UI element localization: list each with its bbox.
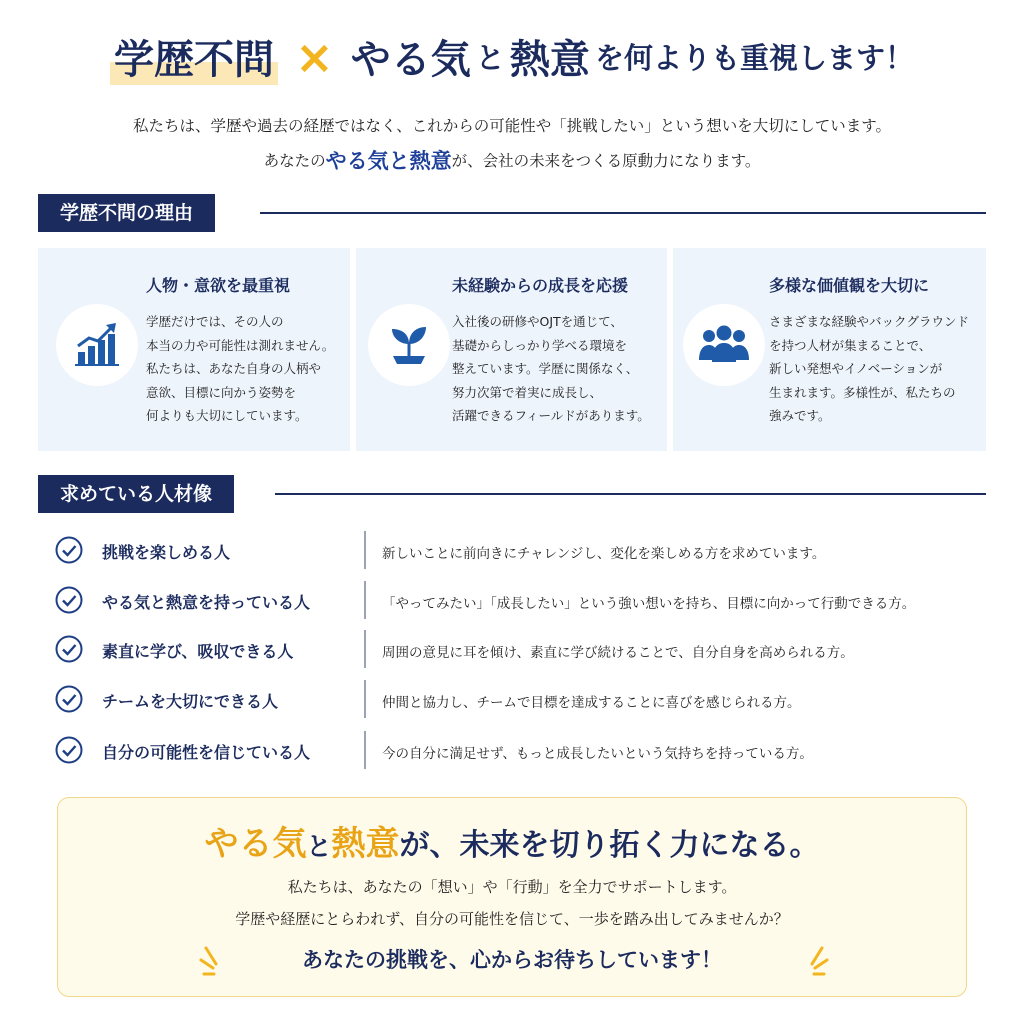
growth-chart-icon <box>72 320 122 370</box>
closing-word-yaruki: やる気 <box>204 824 307 864</box>
trait-name: 自分の可能性を信じている人 <box>102 743 311 762</box>
closing-final-message: あなたの挑戦を、心からお待ちしています！ <box>302 948 722 972</box>
intro-line-2 <box>0 145 1024 175</box>
people-group-icon <box>696 320 752 370</box>
hero-part-to: と <box>475 41 505 75</box>
closing-word-netsui: 熱意 <box>331 824 400 864</box>
reason-line: 基礎からしっかり学べる環境を <box>452 337 628 353</box>
reason-card <box>356 248 667 451</box>
reason-line: 私たちは、あなた自身の人柄や <box>146 361 322 376</box>
reason-line: 整えています。学歴に関係なく、 <box>452 361 639 376</box>
reason-line: 入社後の研修やOJTを通じて、 <box>452 314 623 329</box>
intro-line-2-before: あなたの <box>263 152 326 170</box>
trait-separator <box>364 630 366 668</box>
intro-emphasis: やる気と熱意 <box>325 149 452 173</box>
section-title-ideal-person: 求めている人材像 <box>38 475 234 513</box>
reason-line: 生まれます。多様性が、私たちの <box>769 384 956 400</box>
reason-body <box>146 310 334 428</box>
check-circle-icon <box>54 634 84 664</box>
trait-separator <box>364 680 366 718</box>
closing-headline <box>58 816 966 865</box>
check-circle-icon <box>54 735 84 765</box>
section-title-reasons: 学歴不問の理由 <box>38 194 215 232</box>
trait-name: やる気と熱意を持っている人 <box>102 593 311 612</box>
trait-description: 新しいことに前向きにチャレンジし、変化を楽しめる方を求めています。 <box>382 546 826 562</box>
trait-row <box>54 630 984 668</box>
trait-row <box>54 680 984 718</box>
check-circle-icon <box>54 585 84 615</box>
reason-card <box>38 248 350 451</box>
trait-separator <box>364 731 366 769</box>
hero-part-gakureki: 学歴不問 <box>110 28 278 85</box>
reason-line: 新しい発想やイノベーションが <box>769 361 943 376</box>
reason-line: を持つ人材が集まることで、 <box>769 337 932 353</box>
reason-line: 何よりも大切にしています。 <box>146 408 308 423</box>
closing-word-to: と <box>306 832 332 861</box>
icon-circle <box>56 304 138 386</box>
intro-line-2-after: が、会社の未来をつくる原動力になります。 <box>451 152 761 170</box>
reason-line: 強みです。 <box>769 408 831 423</box>
reason-line: さまざまな経験やバックグラウンド <box>769 314 970 329</box>
reason-line: 意欲、目標に向かう姿勢を <box>146 384 297 400</box>
reason-title: 多様な価値観を大切に <box>769 276 930 295</box>
trait-description: 「やってみたい」「成長したい」という強い想いを持ち、目標に向かって行動できる方。 <box>382 596 916 612</box>
reason-line: 努力次第で着実に成長し、 <box>452 384 603 400</box>
hero-title <box>0 28 1024 85</box>
icon-circle <box>683 304 765 386</box>
check-circle-icon <box>54 535 84 565</box>
trait-row <box>54 531 984 569</box>
sparkle-right-icon <box>790 944 830 980</box>
trait-name: チームを大切にできる人 <box>102 692 279 711</box>
trait-row <box>54 731 984 769</box>
check-circle-icon <box>54 684 84 714</box>
trait-description: 周囲の意見に耳を傾け、素直に学び続けることで、自分自身を高められる方。 <box>382 645 854 661</box>
reason-line: 学歴だけでは、その人の <box>146 314 284 329</box>
closing-box <box>57 797 967 997</box>
trait-name: 素直に学び、吸収できる人 <box>102 642 294 661</box>
trait-description: 今の自分に満足せず、もっと成長したいという気持ちを持っている方。 <box>382 746 813 762</box>
reason-title: 未経験からの成長を応援 <box>452 276 629 295</box>
reason-body <box>769 310 969 428</box>
hero-part-netsui: 熱意 <box>509 37 590 83</box>
section-divider <box>275 493 986 495</box>
section-divider <box>260 212 986 214</box>
reason-card <box>673 248 986 451</box>
closing-line-2: 学歴や経歴にとらわれず、自分の可能性を信じて、一歩を踏み出してみませんか？ <box>235 910 789 928</box>
trait-separator <box>364 531 366 569</box>
reason-title: 人物・意欲を最重視 <box>146 276 291 295</box>
cross-mark: × <box>295 29 334 84</box>
trait-separator <box>364 581 366 619</box>
trait-row <box>54 581 984 619</box>
sprout-icon <box>384 320 434 370</box>
hero-part-yaruki: やる気 <box>350 37 471 83</box>
closing-line-1: 私たちは、あなたの「想い」や「行動」を全力でサポートします。 <box>287 878 737 896</box>
reason-line: 本当の力や可能性は測れません。 <box>146 337 335 353</box>
reason-body <box>452 310 650 428</box>
trait-description: 仲間と協力し、チームで目標を達成することに喜びを感じられる方。 <box>382 695 801 711</box>
reason-line: 活躍できるフィールドがあります。 <box>452 408 650 423</box>
trait-name: 挑戦を楽しめる人 <box>102 543 231 562</box>
icon-circle <box>368 304 450 386</box>
intro-line-1: 私たちは、学歴や過去の経歴ではなく、これからの可能性や「挑戦したい」という想いを大切にしています。 <box>133 117 891 135</box>
closing-headline-rest: が、未来を切り拓く力になる。 <box>399 828 820 863</box>
hero-part-rest: を何よりも重視します！ <box>595 41 915 75</box>
